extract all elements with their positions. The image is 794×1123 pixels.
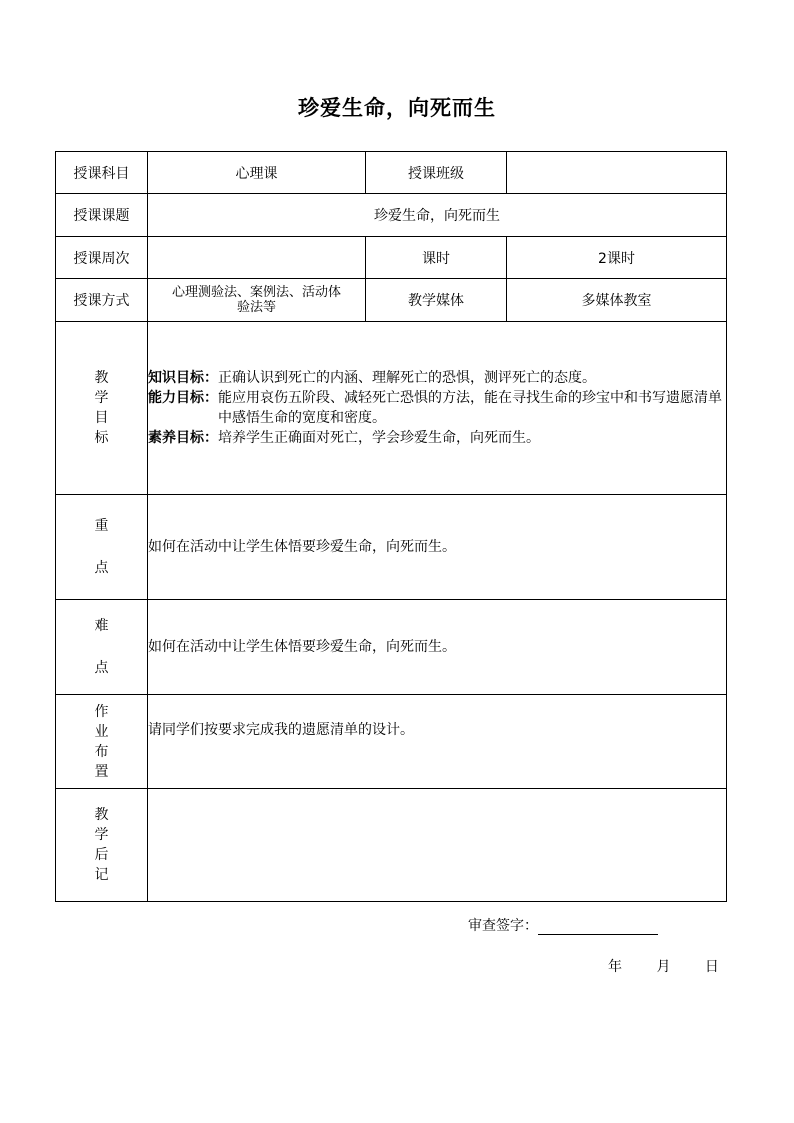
homework-label-char: 置 xyxy=(94,763,109,780)
row-reflection xyxy=(56,789,727,902)
topic-label: 授课课题 xyxy=(56,194,148,237)
row-key-point xyxy=(56,495,727,600)
media-label: 教学媒体 xyxy=(366,279,507,322)
goal-label: 能力目标： xyxy=(148,390,218,406)
homework-label-char: 业 xyxy=(94,723,109,740)
key-point-label-char: 点 xyxy=(94,560,109,576)
homework-label-char: 作 xyxy=(94,703,109,720)
review-label: 审查签字： xyxy=(468,918,538,934)
class-label: 授课班级 xyxy=(366,152,507,194)
hours-label: 课时 xyxy=(366,237,507,279)
difficulty-label xyxy=(56,600,148,695)
reflection-label-char: 学 xyxy=(94,827,109,843)
row-method xyxy=(56,279,727,322)
goals-label-char: 目 xyxy=(94,410,109,426)
method-value-text: 心理测验法、案例法、活动体验法等 xyxy=(171,285,341,315)
reflection-label-char: 教 xyxy=(94,807,109,823)
class-value xyxy=(507,152,727,194)
date-day: 日 xyxy=(704,959,719,975)
reflection-content xyxy=(148,789,727,902)
row-goals xyxy=(56,322,727,495)
subject-value: 心理课 xyxy=(148,152,366,194)
goals-label-char: 学 xyxy=(94,390,109,406)
goal-text: 能应用哀伤五阶段、减轻死亡恐惧的方法，能在寻找生命的珍宝中和书写遗愿清单中感悟生命的宽度和密度。 xyxy=(218,390,722,426)
review-signature xyxy=(468,915,658,935)
goals-label xyxy=(56,322,148,495)
goal-text: 正确认识到死亡的内涵、理解死亡的恐惧，测评死亡的态度。 xyxy=(218,370,596,386)
goal-knowledge xyxy=(148,368,726,388)
row-subject xyxy=(56,152,727,194)
label-spacer xyxy=(56,536,147,558)
difficulty-label-char: 难 xyxy=(94,618,109,634)
reflection-label-char: 后 xyxy=(94,847,109,863)
topic-value: 珍爱生命，向死而生 xyxy=(148,194,727,237)
goal-text: 培养学生正确面对死亡，学会珍爱生命，向死而生。 xyxy=(218,430,540,446)
week-label: 授课周次 xyxy=(56,237,148,279)
goal-label: 知识目标： xyxy=(148,370,218,386)
signature-line[interactable] xyxy=(538,920,658,935)
week-value xyxy=(148,237,366,279)
goal-label: 素养目标： xyxy=(148,430,218,446)
reflection-label-char: 记 xyxy=(94,867,109,883)
row-homework xyxy=(56,695,727,789)
method-label: 授课方式 xyxy=(56,279,148,322)
homework-label-char: 布 xyxy=(94,743,109,760)
date-year: 年 xyxy=(608,959,622,975)
date-line xyxy=(608,956,719,976)
goals-label-char: 标 xyxy=(94,430,109,446)
homework-label xyxy=(56,695,148,789)
subject-label: 授课科目 xyxy=(56,152,148,194)
key-point-content: 如何在活动中让学生体悟要珍爱生命，向死而生。 xyxy=(148,495,727,600)
key-point-label-char: 重 xyxy=(94,518,109,534)
page-title: 珍爱生命，向死而生 xyxy=(298,96,496,120)
media-value: 多媒体教室 xyxy=(507,279,727,322)
goals-content xyxy=(148,322,727,495)
lesson-plan-table xyxy=(55,151,727,902)
label-spacer xyxy=(56,636,147,658)
method-value xyxy=(148,279,366,322)
reflection-label xyxy=(56,789,148,902)
date-month: 月 xyxy=(656,959,671,975)
hours-value: 2课时 xyxy=(507,237,727,279)
goal-literacy xyxy=(148,428,726,448)
row-topic xyxy=(56,194,727,237)
goal-ability xyxy=(148,388,726,428)
key-point-label xyxy=(56,495,148,600)
homework-content: 请同学们按要求完成我的遗愿清单的设计。 xyxy=(148,695,727,789)
row-week xyxy=(56,237,727,279)
goals-label-char: 教 xyxy=(94,370,109,386)
difficulty-label-char: 点 xyxy=(94,660,109,676)
difficulty-content: 如何在活动中让学生体悟要珍爱生命，向死而生。 xyxy=(148,600,727,695)
row-difficulty xyxy=(56,600,727,695)
